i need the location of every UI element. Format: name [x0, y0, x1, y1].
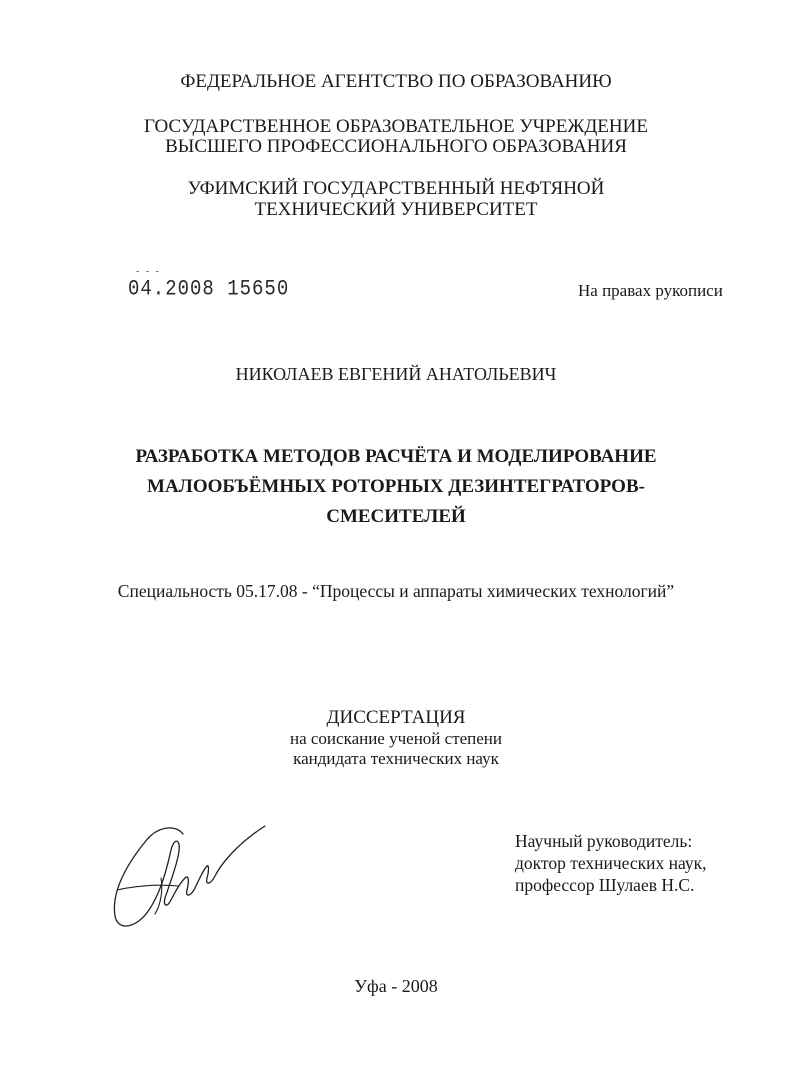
- institution-line-2: ВЫСШЕГО ПРОФЕССИОНАЛЬНОГО ОБРАЗОВАНИЯ: [165, 136, 627, 157]
- registry-stamp: 04.2008 15650: [128, 276, 290, 302]
- university-line-2: ТЕХНИЧЕСКИЙ УНИВЕРСИТЕТ: [254, 199, 538, 220]
- advisor-block: [515, 830, 707, 896]
- rights-note: На правах рукописи: [578, 281, 723, 300]
- dissertation-label: ДИССЕРТАЦИЯ: [326, 707, 466, 728]
- signature: [105, 820, 275, 935]
- specialty-line: Специальность 05.17.08 - “Процессы и аппараты химических технологий”: [117, 581, 675, 601]
- author-name: НИКОЛАЕВ ЕВГЕНИЙ АНАТОЛЬЕВИЧ: [235, 364, 557, 384]
- dissertation-degree-line-1: на соискание ученой степени: [289, 729, 503, 748]
- advisor-label: Научный руководитель:: [515, 831, 693, 851]
- institution-line-1: ГОСУДАРСТВЕННОЕ ОБРАЗОВАТЕЛЬНОЕ УЧРЕЖДЕНИЕ: [144, 116, 648, 137]
- city-year: Уфа - 2008: [354, 976, 438, 996]
- agency-name: ФЕДЕРАЛЬНОЕ АГЕНТСТВО ПО ОБРАЗОВАНИЮ: [180, 71, 612, 92]
- thesis-title: [0, 442, 792, 532]
- advisor-name: профессор Шулаев Н.С.: [515, 875, 695, 895]
- thesis-title-line-2: МАЛООБЪЁМНЫХ РОТОРНЫХ ДЕЗИНТЕГРАТОРОВ-: [147, 476, 645, 497]
- university-line-1: УФИМСКИЙ ГОСУДАРСТВЕННЫЙ НЕФТЯНОЙ: [187, 178, 605, 199]
- stamp-marks: - - -: [136, 266, 161, 277]
- dissertation-degree-line-2: кандидата технических наук: [293, 749, 499, 768]
- advisor-degree: доктор технических наук,: [515, 853, 707, 873]
- thesis-title-line-3: СМЕСИТЕЛЕЙ: [326, 506, 466, 527]
- thesis-title-line-1: РАЗРАБОТКА МЕТОДОВ РАСЧЁТА И МОДЕЛИРОВАНИЕ: [135, 446, 657, 467]
